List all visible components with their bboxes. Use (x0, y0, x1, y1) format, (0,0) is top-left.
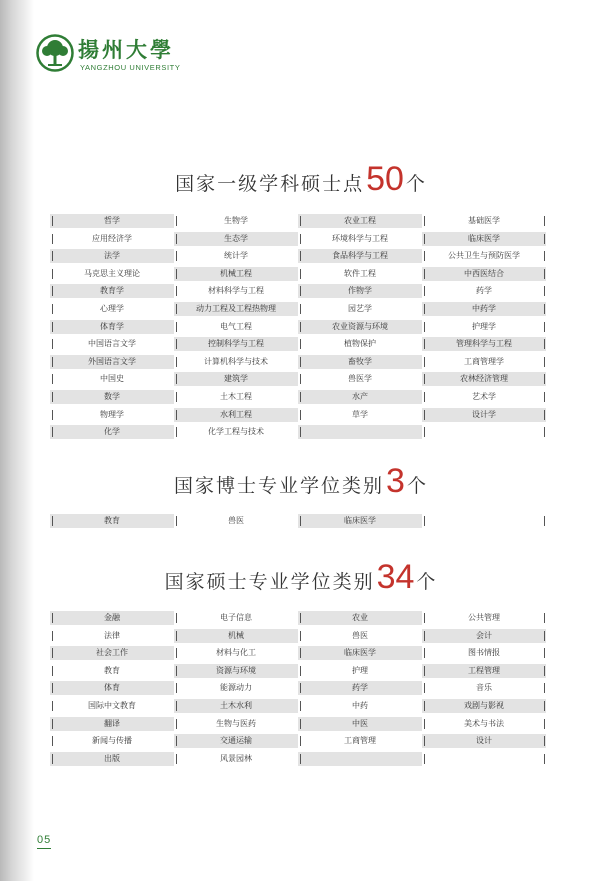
table-cell (298, 372, 422, 386)
section-heading-doctoral-professional (0, 462, 600, 501)
table-cell (298, 514, 422, 528)
cell-label: 出版 (104, 753, 120, 763)
table-cell (298, 320, 422, 334)
table-cell (298, 717, 422, 731)
cell-label: 工商管理 (344, 736, 376, 746)
table-cell (174, 372, 298, 386)
row-end-divider (544, 392, 545, 402)
row-end-divider (544, 251, 545, 261)
table-cell (50, 320, 174, 334)
cell-label: 哲学 (104, 216, 120, 225)
cell-label: 风景园林 (220, 753, 252, 763)
table-cell (298, 664, 422, 678)
cell-label: 心理学 (100, 304, 124, 313)
page-number: 05 (37, 834, 52, 846)
table-cell (422, 646, 546, 660)
table-cell (298, 699, 422, 713)
table-cell (422, 425, 546, 439)
cell-label: 设计学 (472, 409, 496, 419)
cell-label: 材料科学与工程 (208, 286, 264, 296)
table-cell (298, 249, 422, 263)
cell-label: 会计 (476, 630, 492, 640)
table-cell (50, 284, 174, 298)
table-cell (50, 699, 174, 713)
cell-label: 基础医学 (468, 216, 500, 225)
row-end-divider (544, 269, 545, 279)
cell-label: 马克思主义理论 (84, 268, 140, 278)
table-cell (422, 717, 546, 731)
cell-label: 中药 (352, 701, 368, 710)
table-cell (422, 681, 546, 695)
table-cell (298, 284, 422, 298)
tree-emblem-icon (36, 34, 74, 72)
table-cell (174, 664, 298, 678)
table-cell (174, 284, 298, 298)
row-end-divider (544, 736, 545, 746)
table-cell (298, 232, 422, 246)
cell-label: 化学 (104, 427, 120, 437)
cell-label: 教育 (104, 665, 120, 675)
section-count: 50 (366, 160, 404, 198)
table-cell (298, 302, 422, 316)
table-cell (422, 664, 546, 678)
table-cell (422, 302, 546, 316)
cell-label: 法学 (104, 251, 120, 261)
table-cell (50, 752, 174, 766)
cell-label: 公共管理 (468, 613, 500, 622)
section-heading-master-professional (0, 558, 600, 597)
table-cell (50, 664, 174, 678)
table-cell (422, 752, 546, 766)
cell-label: 图书情报 (468, 648, 500, 658)
cell-label: 中医 (352, 718, 368, 728)
section-unit: 个 (405, 173, 425, 195)
cell-label: 数学 (104, 392, 120, 401)
table-cell (298, 214, 422, 228)
table-cell (422, 337, 546, 351)
table-cell (50, 681, 174, 695)
table-cell (174, 646, 298, 660)
cell-label: 社会工作 (96, 648, 128, 658)
row-end-divider (544, 304, 545, 314)
table-cell (422, 629, 546, 643)
cell-label: 计算机科学与技术 (204, 356, 268, 366)
table-cell (422, 611, 546, 625)
table-cell (174, 355, 298, 369)
cell-label: 草学 (352, 409, 368, 419)
cell-label: 土木水利 (220, 701, 252, 710)
row-end-divider (544, 216, 545, 226)
table-cell (174, 734, 298, 748)
table-cell (50, 646, 174, 660)
cell-label: 食品科学与工程 (332, 251, 388, 261)
table-cell (50, 302, 174, 316)
row-end-divider (544, 683, 545, 693)
row-end-divider (544, 374, 545, 384)
cell-label: 电子信息 (220, 613, 252, 622)
table-cell (422, 734, 546, 748)
cell-label: 物理学 (100, 409, 124, 419)
table-cell (422, 390, 546, 404)
cell-label: 工程管理 (468, 665, 500, 675)
row-end-divider (544, 516, 545, 526)
book-spine-shadow (0, 0, 34, 881)
table-cell (174, 699, 298, 713)
cell-label: 植物保护 (344, 339, 376, 349)
table-cell (174, 681, 298, 695)
cell-label: 工商管理学 (464, 356, 504, 366)
table-cell (298, 337, 422, 351)
table-cell (298, 681, 422, 695)
cell-label: 动力工程及工程热物理 (196, 304, 276, 313)
section-title: 国家一级学科硕士点 (175, 173, 365, 195)
cell-label: 软件工程 (344, 268, 376, 278)
cell-label: 金融 (104, 613, 120, 622)
cell-label: 国际中文教育 (88, 701, 136, 710)
cell-label: 农业 (352, 613, 368, 622)
cell-label: 兽医学 (348, 374, 372, 384)
section-title: 国家硕士专业学位类别 (164, 571, 375, 593)
cell-label: 环境科学与工程 (332, 233, 388, 243)
table-cell (50, 408, 174, 422)
row-end-divider (544, 286, 545, 296)
table-cell (174, 390, 298, 404)
cell-label: 中国史 (100, 374, 124, 384)
table-cell (174, 611, 298, 625)
university-name-cn: 揚州大學 (78, 37, 174, 62)
section-title: 国家博士专业学位类别 (174, 475, 385, 497)
cell-label: 作物学 (348, 286, 372, 296)
table-cell (50, 355, 174, 369)
section-unit: 个 (416, 571, 436, 593)
table-cell (50, 629, 174, 643)
cell-label: 生物学 (224, 216, 248, 225)
table-cell (50, 267, 174, 281)
cell-label: 体育学 (100, 321, 124, 331)
cell-label: 生物与医药 (216, 718, 256, 728)
cell-label: 畜牧学 (348, 356, 372, 366)
row-end-divider (544, 357, 545, 367)
row-end-divider (544, 631, 545, 641)
cell-label: 临床医学 (468, 233, 500, 243)
cell-label: 中西医结合 (464, 268, 504, 278)
cell-label: 交通运输 (220, 736, 252, 746)
table-cell (174, 232, 298, 246)
cell-label: 教育 (104, 516, 120, 525)
cell-label: 生态学 (224, 233, 248, 243)
cell-label: 临床医学 (344, 516, 376, 525)
cell-label: 翻译 (104, 718, 120, 728)
table-cell (422, 408, 546, 422)
university-name-en: YANGZHOU UNIVERSITY (80, 63, 181, 72)
cell-label: 统计学 (224, 251, 248, 261)
table-cell (174, 302, 298, 316)
cell-label: 化学工程与技术 (208, 427, 264, 437)
row-end-divider (544, 719, 545, 729)
table-cell (298, 267, 422, 281)
table-cell (50, 372, 174, 386)
table-cell (174, 214, 298, 228)
cell-label: 农业工程 (344, 216, 376, 225)
table-cell (298, 390, 422, 404)
table-cell (298, 425, 422, 439)
section-unit: 个 (406, 475, 426, 497)
section-count: 3 (386, 462, 405, 500)
table-cell (422, 320, 546, 334)
cell-label: 机械 (228, 630, 244, 640)
cell-label: 护理 (352, 665, 368, 675)
table-cell (50, 337, 174, 351)
cell-label: 音乐 (476, 683, 492, 693)
table-cell (298, 646, 422, 660)
table-cell (50, 232, 174, 246)
cell-label: 设计 (476, 736, 492, 746)
cell-label: 水产 (352, 392, 368, 401)
cell-label: 资源与环境 (216, 665, 256, 675)
table-cell (174, 320, 298, 334)
table-cell (422, 284, 546, 298)
row-end-divider (544, 410, 545, 420)
table-cell (422, 267, 546, 281)
cell-label: 法律 (104, 630, 120, 640)
cell-label: 农业资源与环境 (332, 321, 388, 331)
cell-label: 农林经济管理 (460, 374, 508, 384)
cell-label: 药学 (476, 286, 492, 296)
row-end-divider (544, 701, 545, 711)
table-cell (50, 214, 174, 228)
table-cell (298, 752, 422, 766)
row-end-divider (544, 234, 545, 244)
row-end-divider (544, 754, 545, 764)
table-cell (50, 734, 174, 748)
table-cell (422, 372, 546, 386)
table-cell (174, 408, 298, 422)
table-cell (174, 337, 298, 351)
cell-label: 电气工程 (220, 321, 252, 331)
table-cell (298, 611, 422, 625)
table-cell (174, 717, 298, 731)
table-cell (174, 514, 298, 528)
table-cell (422, 355, 546, 369)
cell-label: 建筑学 (224, 374, 248, 384)
university-logo (36, 30, 186, 80)
row-end-divider (544, 666, 545, 676)
table-cell (174, 249, 298, 263)
cell-label: 应用经济学 (92, 233, 132, 243)
table-cell (298, 629, 422, 643)
cell-label: 能源动力 (220, 683, 252, 693)
row-end-divider (544, 322, 545, 332)
table-cell (422, 514, 546, 528)
page-number-underline (37, 848, 51, 849)
table-cell (422, 214, 546, 228)
cell-label: 控制科学与工程 (208, 339, 264, 349)
table-cell (50, 514, 174, 528)
cell-label: 兽医 (228, 516, 244, 525)
table-cell (298, 355, 422, 369)
table-cell (174, 752, 298, 766)
cell-label: 水利工程 (220, 409, 252, 419)
cell-label: 兽医 (352, 630, 368, 640)
cell-label: 中药学 (472, 304, 496, 313)
table-cell (50, 717, 174, 731)
cell-label: 机械工程 (220, 268, 252, 278)
cell-label: 新闻与传播 (92, 736, 132, 746)
table-cell (422, 232, 546, 246)
row-end-divider (544, 427, 545, 437)
table-cell (174, 425, 298, 439)
table-cell (50, 390, 174, 404)
section-count: 34 (376, 558, 415, 596)
cell-label: 艺术学 (472, 392, 496, 401)
table-cell (422, 699, 546, 713)
cell-label: 公共卫生与预防医学 (448, 251, 520, 261)
row-end-divider (544, 339, 545, 349)
table-cell (50, 249, 174, 263)
row-end-divider (544, 613, 545, 623)
cell-label: 戏剧与影视 (464, 701, 504, 710)
row-end-divider (544, 648, 545, 658)
cell-label: 中国语言文学 (88, 339, 136, 349)
cell-label: 美术与书法 (464, 718, 504, 728)
table-cell (50, 611, 174, 625)
table-cell (174, 267, 298, 281)
section-heading-master-disciplines (0, 160, 600, 199)
cell-label: 护理学 (472, 321, 496, 331)
table-cell (50, 425, 174, 439)
table-cell (298, 408, 422, 422)
table-cell (298, 734, 422, 748)
cell-label: 管理科学与工程 (456, 339, 512, 349)
cell-label: 教育学 (100, 286, 124, 296)
cell-label: 外国语言文学 (88, 356, 136, 366)
cell-label: 土木工程 (220, 392, 252, 401)
cell-label: 药学 (352, 683, 368, 693)
cell-label: 材料与化工 (216, 648, 256, 658)
cell-label: 体育 (104, 683, 120, 693)
cell-label: 园艺学 (348, 304, 372, 313)
table-cell (422, 249, 546, 263)
cell-label: 临床医学 (344, 648, 376, 658)
table-cell (174, 629, 298, 643)
